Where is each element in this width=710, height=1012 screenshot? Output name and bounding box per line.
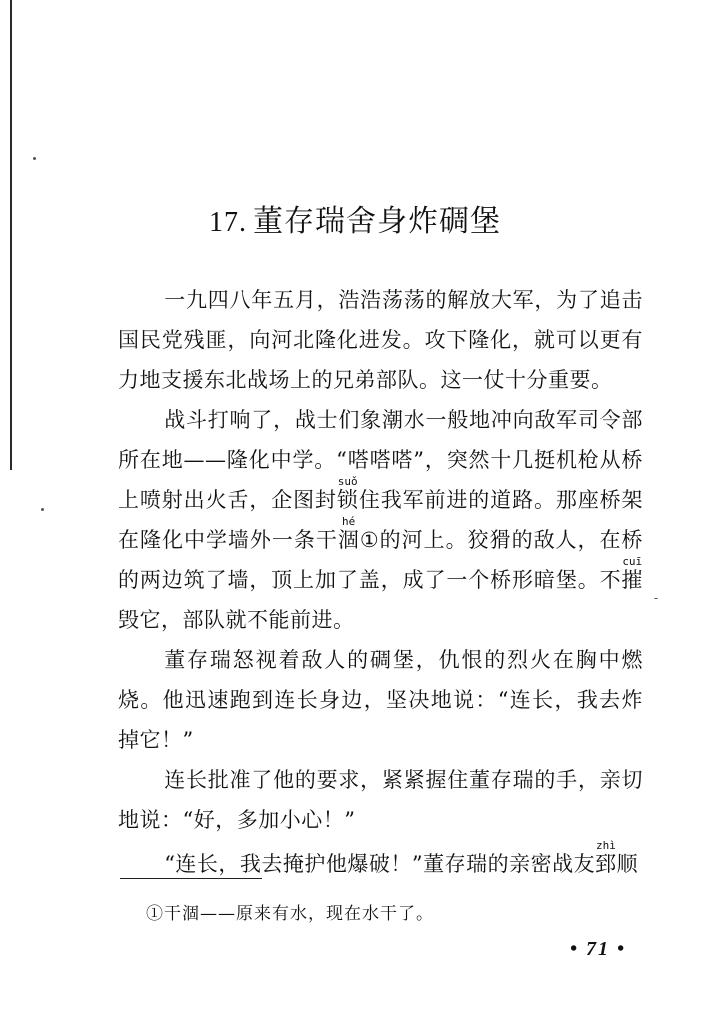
scan-speck	[41, 508, 44, 511]
scan-speck	[654, 598, 658, 599]
pinyin: suǒ	[336, 475, 359, 488]
footnote: ①干涸——原来有水，现在水干了。	[146, 904, 434, 924]
pinyin: cuī	[621, 555, 643, 568]
paragraph: 战斗打响了，战士们象潮水一般地冲向敌军司令部所在地——隆化中学。“嗒嗒嗒”，突然十几挺机枪从桥上喷射出火舌，企图封锁suǒ住我军前进的道路。那座桥架在隆化中学墙外一条干涸hé①的河上。狡猾的敌人，在桥的两边筑了墙，顶上加了盖，成了一个桥形暗堡。不摧cuī毁它，部队就不能前进。	[118, 408, 644, 632]
footnote-divider	[120, 878, 262, 879]
chapter-title	[0, 196, 710, 240]
pinyin-annotated-char: 涸hé	[337, 515, 360, 552]
paragraph: 连长批准了他的要求，紧紧握住董存瑞的手，亲切地说：“好，多加小心！”	[118, 768, 643, 832]
paragraph: 董存瑞怒视着敌人的碉堡，仇恨的烈火在胸中燃烧。他迅速跑到连长身边，坚决地说：“连长，我去炸掉它！”	[118, 648, 643, 752]
pinyin: zhì	[595, 839, 617, 852]
page-number: • 71 •	[569, 938, 626, 960]
chapter-title-text: 董存瑞舍身炸碉堡	[253, 204, 501, 239]
pinyin-annotated-char: 锁suǒ	[336, 475, 359, 512]
pinyin: hé	[337, 515, 360, 528]
chapter-number: 17.	[209, 207, 247, 238]
paragraph: 一九四八年五月，浩浩荡荡的解放大军，为了追击国民党残匪，向河北隆化进发。攻下隆化，就可以更有力地支援东北战场上的兄弟部队。这一仗十分重要。	[118, 288, 643, 392]
pinyin-annotated-char: 郅zhì	[595, 839, 617, 876]
paragraph: “连长，我去掩护他爆破！”董存瑞的亲密战友郅zhì顺	[164, 839, 639, 876]
scan-speck	[33, 157, 36, 160]
pinyin-annotated-char: 摧cuī	[621, 555, 643, 592]
body-text	[118, 280, 643, 884]
